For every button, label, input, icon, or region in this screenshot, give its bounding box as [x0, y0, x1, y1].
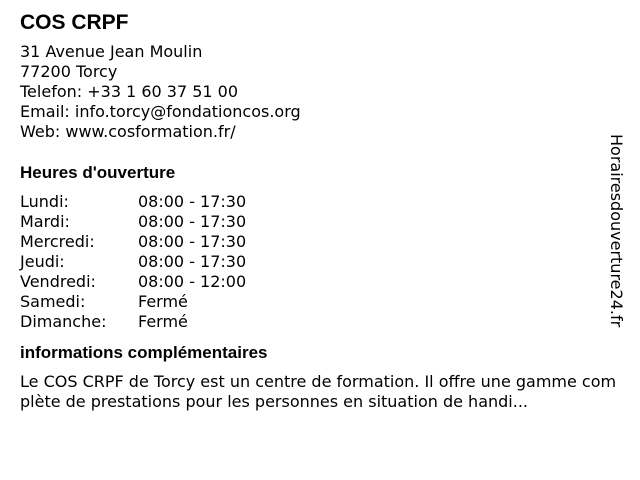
hours-row-sunday — [20, 312, 610, 332]
hours-row-wednesday — [20, 232, 610, 252]
site-watermark: Horairesdouverture24.fr — [607, 134, 626, 328]
hours-day: Lundi: — [20, 192, 69, 211]
hours-time: 08:00 - 17:30 — [138, 212, 247, 231]
hours-day: Mardi: — [20, 212, 70, 231]
business-name: COS CRPF — [20, 11, 129, 34]
hours-time: 08:00 - 17:30 — [138, 192, 247, 211]
postal-city: 77200 Torcy — [20, 62, 118, 81]
hours-day: Dimanche: — [20, 312, 107, 331]
hours-day: Mercredi: — [20, 232, 95, 251]
business-description: Le COS CRPF de Torcy est un centre de formation. Il offre une gamme complète de prestations pour les personnes en situation de handi... — [20, 372, 617, 411]
hours-time: Fermé — [138, 292, 188, 311]
hours-day: Jeudi: — [20, 252, 65, 271]
hours-day: Samedi: — [20, 292, 86, 311]
hours-time: 08:00 - 17:30 — [138, 252, 247, 271]
hours-time: Fermé — [138, 312, 188, 331]
street-address: 31 Avenue Jean Moulin — [20, 42, 203, 61]
hours-time: 08:00 - 17:30 — [138, 232, 247, 251]
hours-row-saturday — [20, 292, 610, 312]
hours-row-tuesday — [20, 212, 610, 232]
hours-row-monday — [20, 192, 610, 212]
hours-row-thursday — [20, 252, 610, 272]
hours-day: Vendredi: — [20, 272, 96, 291]
hours-row-friday — [20, 272, 610, 292]
phone-number: Telefon: +33 1 60 37 51 00 — [20, 82, 239, 101]
website-address: Web: www.cosformation.fr/ — [20, 122, 236, 141]
address-block — [20, 42, 610, 142]
email-address: Email: info.torcy@fondationcos.org — [20, 102, 301, 121]
info-heading: informations complémentaires — [20, 343, 268, 362]
hours-table — [20, 192, 610, 332]
hours-time: 08:00 - 12:00 — [138, 272, 247, 291]
hours-heading: Heures d'ouverture — [20, 163, 176, 182]
